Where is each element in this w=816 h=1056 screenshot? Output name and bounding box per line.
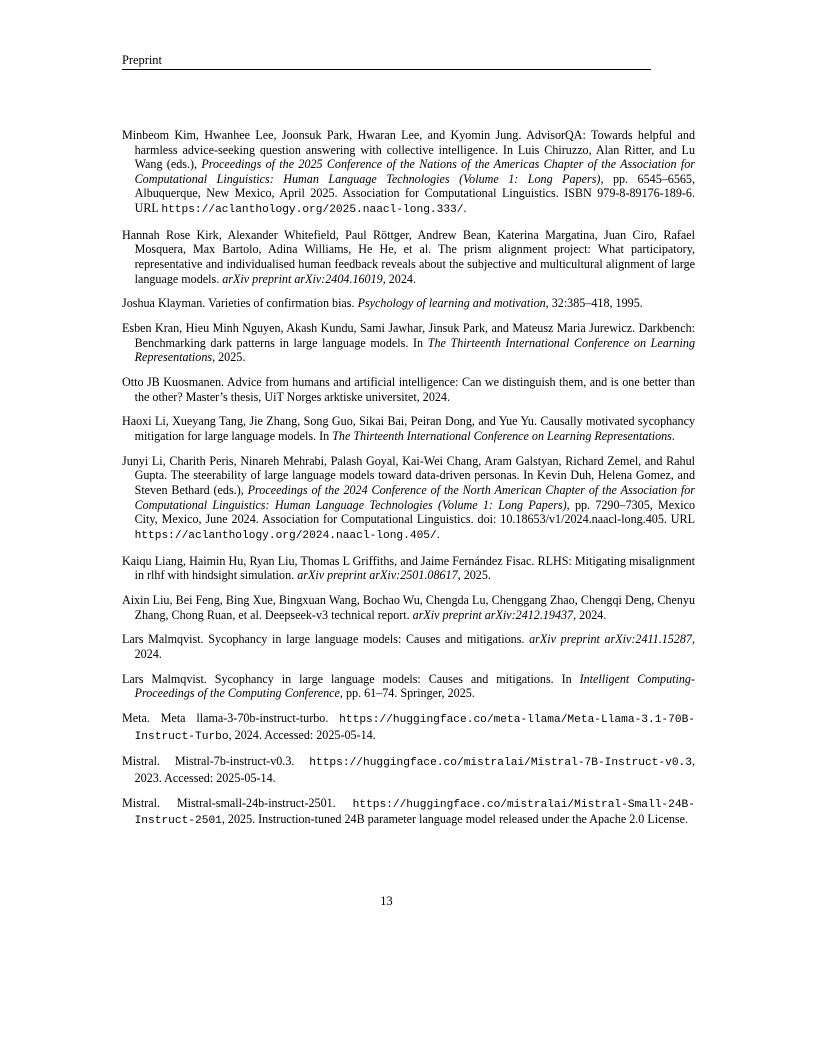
ref-venue: arXiv preprint arXiv:2501.08617 — [297, 568, 458, 583]
reference-entry — [122, 632, 695, 661]
ref-text: . — [436, 526, 440, 541]
ref-text: , 2024. — [382, 271, 416, 286]
ref-text: Minbeom Kim, Hwanhee Lee, Joonsuk Park, Hwaran Lee, and Kyomin Jung. AdvisorQA: Towards helpful and harmless advice-seeking question answering with collective intelligence. In Luis Chiruzzo, Alan Ritter, and Lu Wang (eds.), — [122, 128, 695, 172]
reference-entry — [122, 796, 695, 829]
ref-venue: Proceedings of the 2025 Conference of the Nations of the Americas Chapter of the Association for Computational Linguistics: Human Language Technologies (Volume 1: Long Papers) — [134, 157, 695, 186]
ref-venue: The Thirteenth International Conference on Learning Representations — [134, 335, 695, 365]
ref-text: Lars Malmqvist. Sycophancy in large language models: Causes and mitigations. In — [122, 671, 580, 686]
running-header: Preprint — [122, 53, 651, 70]
ref-text: Lars Malmqvist. Sycophancy in large language models: Causes and mitigations. — [122, 632, 530, 647]
ref-text: Mistral. Mistral-7b-instruct-v0.3. — [122, 754, 310, 769]
ref-text: . — [671, 429, 675, 444]
ref-venue: Psychology of learning and motivation — [357, 296, 546, 311]
reference-entry — [122, 321, 695, 365]
ref-text: Mistral. Mistral-small-24b-instruct-2501. — [122, 795, 353, 810]
reference-entry — [122, 593, 695, 622]
ref-text: , pp. 7290–7305, Mexico City, Mexico, June 2024. Association for Computational Linguistics. doi: 10.18653/v1/2024.naacl-long.405. URL — [134, 497, 695, 527]
ref-venue: Intelligent Computing-Proceedings of the Computing Conference — [134, 671, 695, 701]
reference-entry — [122, 672, 695, 701]
reference-entry — [122, 228, 695, 286]
reference-entry — [122, 454, 695, 544]
reference-entry — [122, 414, 695, 443]
ref-text: , 2024. — [134, 632, 695, 661]
ref-text: , 32:385–418, 1995. — [545, 296, 643, 311]
ref-venue: arXiv preprint arXiv:2404.16019 — [222, 271, 383, 286]
ref-url[interactable]: https://huggingface.co/meta-llama/Meta-Llama-3.1-70B-Instruct-Turbo — [134, 714, 695, 743]
reference-entry — [122, 375, 695, 404]
ref-text: Junyi Li, Charith Peris, Ninareh Mehrabi, Palash Goyal, Kai-Wei Chang, Aram Galstyan, Richard Zemel, and Rahul Gupta. The steerability of large language models toward data-driven personas. In Kevin Duh, Helena Gomez, and Steven Bethard (eds.), — [122, 453, 695, 497]
ref-text: Aixin Liu, Bei Feng, Bing Xue, Bingxuan Wang, Bochao Wu, Chengda Lu, Chenggang Zhao, Chengqi Deng, Chenyu Zhang, Chong Ruan, et al. Deepseek-v3 technical report. — [122, 592, 695, 622]
reference-entry — [122, 128, 695, 218]
ref-text: Haoxi Li, Xueyang Tang, Jie Zhang, Song Guo, Sikai Bai, Peiran Dong, and Yue Yu. Causally motivated sycophancy mitigation for large language models. In — [122, 414, 695, 444]
ref-text: , pp. 61–74. Springer, 2025. — [339, 686, 475, 701]
ref-text: Kaiqu Liang, Haimin Hu, Ryan Liu, Thomas L Griffiths, and Jaime Fernández Fisac. RLHS: Mitigating misalignment in rlhf with hindsight simulation. — [122, 553, 695, 583]
references-list — [122, 128, 695, 839]
ref-text: , 2023. Accessed: 2025-05-14. — [134, 754, 695, 786]
reference-entry — [122, 296, 695, 311]
ref-text: Meta. Meta llama-3-70b-instruct-turbo. — [122, 711, 340, 726]
reference-entry — [122, 711, 695, 744]
ref-url[interactable]: https://aclanthology.org/2024.naacl-long.405/ — [134, 529, 437, 542]
ref-text: , 2024. Accessed: 2025-05-14. — [228, 727, 376, 742]
ref-text: , 2025. Instruction-tuned 24B parameter language model released under the Apache 2.0 License. — [221, 812, 688, 827]
ref-venue: arXiv preprint arXiv:2412.19437 — [412, 607, 574, 622]
reference-entry — [122, 554, 695, 583]
ref-venue: Proceedings of the 2024 Conference of the North American Chapter of the Association for Computational Linguistics: Human Language Technologies (Volume 1: Long Papers) — [134, 483, 695, 512]
ref-text: Joshua Klayman. Varieties of confirmation bias. — [122, 296, 358, 311]
ref-text: , 2024. — [573, 607, 607, 622]
ref-text: Otto JB Kuosmanen. Advice from humans and artificial intelligence: Can we distinguish them, and is one better than the other? Master’s thesis, UiT Norges arktiske universitet, 2024. — [122, 375, 695, 404]
ref-text: Esben Kran, Hieu Minh Nguyen, Akash Kundu, Sami Jawhar, Jinsuk Park, and Mateusz Maria Jurewicz. Darkbench: Benchmarking dark patterns in large language models. In — [122, 321, 695, 350]
reference-entry — [122, 754, 695, 785]
ref-text: Hannah Rose Kirk, Alexander Whitefield, Paul Röttger, Andrew Bean, Katerina Margatina, Juan Ciro, Rafael Mosquera, Max Bartolo, Adina Williams, He He, et al. The prism alignment project: What participatory, representative and individualised human feedback reveals about the subjective and multicultural alignment of large language models. — [122, 227, 695, 286]
ref-text: , 2025. — [212, 350, 246, 365]
ref-venue: The Thirteenth International Conference on Learning Representations — [332, 429, 672, 444]
page-number: 13 — [380, 894, 393, 908]
ref-text: , pp. 6545–6565, Albuquerque, New Mexico, April 2025. Association for Computational Linguistics. ISBN 979-8-89176-189-6. URL — [134, 171, 696, 215]
ref-url[interactable]: https://aclanthology.org/2025.naacl-long.333/ — [161, 203, 464, 216]
ref-text: , 2025. — [457, 568, 491, 583]
ref-venue: arXiv preprint arXiv:2411.15287 — [529, 632, 692, 647]
ref-text: . — [463, 200, 467, 215]
ref-url[interactable]: https://huggingface.co/mistralai/Mistral-7B-Instruct-v0.3 — [309, 757, 692, 770]
ref-url[interactable]: https://huggingface.co/mistralai/Mistral-Small-24B-Instruct-2501 — [134, 798, 695, 828]
